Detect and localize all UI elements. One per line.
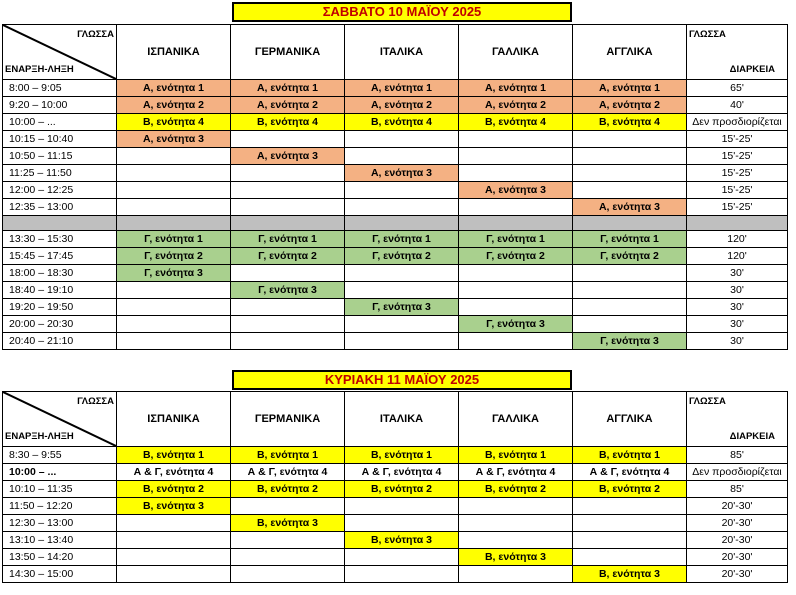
table-row [3, 199, 788, 216]
header-language-label: ΓΛΩΣΣΑ [689, 396, 726, 407]
exam-cell: Α, ενότητα 3 [231, 148, 345, 165]
exam-cell [117, 515, 231, 532]
exam-cell: Β, ενότητα 1 [345, 447, 459, 464]
exam-cell: Α, ενότητα 2 [459, 97, 573, 114]
exam-cell [573, 532, 687, 549]
table-row [3, 148, 788, 165]
table-row [3, 532, 788, 549]
exam-cell [573, 515, 687, 532]
exam-cell [459, 265, 573, 282]
exam-cell: Α & Γ, ενότητα 4 [117, 464, 231, 481]
exam-cell: Α & Γ, ενότητα 4 [231, 464, 345, 481]
exam-cell [573, 282, 687, 299]
separator-cell [231, 216, 345, 231]
exam-cell [573, 131, 687, 148]
exam-cell [345, 316, 459, 333]
exam-cell: Γ, ενότητα 1 [231, 231, 345, 248]
time-cell: 8:00 – 9:05 [3, 80, 117, 97]
exam-cell [231, 131, 345, 148]
header-duration-label: ΔΙΑΡΚΕΙΑ [729, 64, 775, 75]
header-start-end-label: ΕΝΑΡΞΗ-ΛΗΞΗ [5, 64, 74, 75]
time-cell: 12:30 – 13:00 [3, 515, 117, 532]
exam-cell [573, 148, 687, 165]
exam-cell: Γ, ενότητα 1 [117, 231, 231, 248]
table-row [3, 231, 788, 248]
exam-cell [231, 333, 345, 350]
exam-cell: Γ, ενότητα 2 [117, 248, 231, 265]
time-cell: 12:35 – 13:00 [3, 199, 117, 216]
exam-cell [117, 333, 231, 350]
break-separator-row [3, 216, 788, 231]
header-lang-2: ΙΤΑΛΙΚΑ [345, 25, 459, 80]
duration-cell: 15'-25' [687, 182, 788, 199]
exam-cell: Α, ενότητα 1 [117, 80, 231, 97]
exam-cell: Α, ενότητα 1 [231, 80, 345, 97]
table-row [3, 114, 788, 131]
time-cell: 11:25 – 11:50 [3, 165, 117, 182]
exam-cell [573, 299, 687, 316]
exam-cell: Β, ενότητα 1 [459, 447, 573, 464]
header-row [3, 25, 788, 80]
duration-cell: 30' [687, 265, 788, 282]
exam-cell: Α, ενότητα 1 [573, 80, 687, 97]
time-cell: 15:45 – 17:45 [3, 248, 117, 265]
duration-cell: 15'-25' [687, 165, 788, 182]
separator-cell [459, 216, 573, 231]
exam-cell: Α, ενότητα 3 [117, 131, 231, 148]
duration-cell: 15'-25' [687, 199, 788, 216]
exam-cell: Β, ενότητα 4 [117, 114, 231, 131]
exam-cell: Β, ενότητα 3 [459, 549, 573, 566]
table-row [3, 515, 788, 532]
header-lang-4: ΑΓΓΛΙΚΑ [573, 392, 687, 447]
time-cell: 10:15 – 10:40 [3, 131, 117, 148]
exam-cell: Γ, ενότητα 1 [573, 231, 687, 248]
header-language-label: ΓΛΩΣΣΑ [689, 29, 726, 40]
time-cell: 8:30 – 9:55 [3, 447, 117, 464]
schedule-table-saturday [2, 24, 788, 350]
exam-cell: Β, ενότητα 3 [345, 532, 459, 549]
separator-cell [345, 216, 459, 231]
time-cell: 19:20 – 19:50 [3, 299, 117, 316]
duration-cell: 120' [687, 248, 788, 265]
exam-cell [231, 182, 345, 199]
language-duration-header [687, 392, 788, 447]
header-language-label: ΓΛΩΣΣΑ [77, 396, 114, 407]
table-row [3, 333, 788, 350]
table-row [3, 447, 788, 464]
time-cell: 9:20 – 10:00 [3, 97, 117, 114]
time-cell: 10:00 – ... [3, 464, 117, 481]
exam-cell: Β, ενότητα 2 [459, 481, 573, 498]
separator-cell [687, 216, 788, 231]
duration-cell: 20'-30' [687, 515, 788, 532]
time-cell: 20:00 – 20:30 [3, 316, 117, 333]
time-cell: 14:30 – 15:00 [3, 566, 117, 583]
table-row [3, 97, 788, 114]
exam-cell: Γ, ενότητα 3 [345, 299, 459, 316]
time-cell: 13:50 – 14:20 [3, 549, 117, 566]
table-row [3, 80, 788, 97]
table-row [3, 481, 788, 498]
exam-cell: Α, ενότητα 3 [459, 182, 573, 199]
exam-cell [117, 532, 231, 549]
header-lang-2: ΙΤΑΛΙΚΑ [345, 392, 459, 447]
table-row [3, 316, 788, 333]
exam-cell [573, 182, 687, 199]
language-time-header [3, 392, 117, 447]
exam-cell [231, 199, 345, 216]
exam-cell: Α, ενότητα 3 [573, 199, 687, 216]
exam-cell: Β, ενότητα 1 [573, 447, 687, 464]
table-row [3, 265, 788, 282]
table-row [3, 131, 788, 148]
exam-cell: Γ, ενότητα 3 [459, 316, 573, 333]
exam-cell [459, 299, 573, 316]
header-language-label: ΓΛΩΣΣΑ [77, 29, 114, 40]
day-title-sunday: ΚΥΡΙΑΚΗ 11 ΜΑΪΟΥ 2025 [232, 370, 572, 390]
header-duration-label: ΔΙΑΡΚΕΙΑ [729, 431, 775, 442]
table-row [3, 182, 788, 199]
duration-cell: 30' [687, 282, 788, 299]
exam-cell [231, 165, 345, 182]
duration-cell: Δεν προσδιορίζεται [687, 464, 788, 481]
exam-cell: Α & Γ, ενότητα 4 [573, 464, 687, 481]
exam-cell [459, 333, 573, 350]
exam-cell: Α, ενότητα 1 [459, 80, 573, 97]
exam-cell [231, 265, 345, 282]
exam-cell [459, 498, 573, 515]
exam-cell: Α, ενότητα 3 [345, 165, 459, 182]
exam-cell [117, 282, 231, 299]
duration-cell: 15'-25' [687, 148, 788, 165]
exam-cell [573, 165, 687, 182]
header-lang-1: ΓΕΡΜΑΝΙΚΑ [231, 392, 345, 447]
time-cell: 12:00 – 12:25 [3, 182, 117, 199]
exam-cell [117, 316, 231, 333]
exam-cell [231, 316, 345, 333]
exam-cell [231, 549, 345, 566]
table-row [3, 566, 788, 583]
exam-cell: Α, ενότητα 2 [117, 97, 231, 114]
exam-cell [345, 199, 459, 216]
exam-cell [345, 265, 459, 282]
table-row [3, 549, 788, 566]
time-cell: 18:00 – 18:30 [3, 265, 117, 282]
exam-cell: Α & Γ, ενότητα 4 [345, 464, 459, 481]
exam-cell [345, 282, 459, 299]
exam-cell: Β, ενότητα 1 [117, 447, 231, 464]
exam-cell: Β, ενότητα 3 [117, 498, 231, 515]
table-row [3, 165, 788, 182]
exam-cell [117, 566, 231, 583]
exam-cell: Γ, ενότητα 2 [231, 248, 345, 265]
exam-cell [459, 566, 573, 583]
separator-cell [573, 216, 687, 231]
exam-cell [573, 265, 687, 282]
time-cell: 10:00 – ... [3, 114, 117, 131]
exam-cell [345, 182, 459, 199]
header-lang-4: ΑΓΓΛΙΚΑ [573, 25, 687, 80]
schedule-table-sunday [2, 391, 788, 583]
duration-cell: 20'-30' [687, 532, 788, 549]
exam-cell: Β, ενότητα 4 [231, 114, 345, 131]
time-cell: 10:50 – 11:15 [3, 148, 117, 165]
language-duration-header [687, 25, 788, 80]
exam-cell: Γ, ενότητα 2 [345, 248, 459, 265]
duration-cell: 20'-30' [687, 566, 788, 583]
exam-cell: Α, ενότητα 2 [573, 97, 687, 114]
exam-cell [345, 566, 459, 583]
exam-cell: Α & Γ, ενότητα 4 [459, 464, 573, 481]
time-cell: 13:10 – 13:40 [3, 532, 117, 549]
exam-cell: Γ, ενότητα 3 [231, 282, 345, 299]
header-lang-3: ΓΑΛΛΙΚΑ [459, 392, 573, 447]
exam-cell: Β, ενότητα 4 [345, 114, 459, 131]
header-row [3, 392, 788, 447]
time-cell: 11:50 – 12:20 [3, 498, 117, 515]
language-time-header [3, 25, 117, 80]
duration-cell: 30' [687, 333, 788, 350]
exam-cell: Β, ενότητα 4 [573, 114, 687, 131]
exam-cell [573, 316, 687, 333]
separator-cell [117, 216, 231, 231]
duration-cell: 30' [687, 299, 788, 316]
exam-cell [117, 199, 231, 216]
header-lang-0: ΙΣΠΑΝΙΚΑ [117, 25, 231, 80]
exam-cell [459, 515, 573, 532]
exam-cell: Β, ενότητα 3 [231, 515, 345, 532]
duration-cell: 85' [687, 481, 788, 498]
exam-cell [231, 566, 345, 583]
exam-cell: Β, ενότητα 4 [459, 114, 573, 131]
day-title-saturday: ΣΑΒΒΑΤΟ 10 ΜΑΪΟΥ 2025 [232, 2, 572, 22]
exam-cell [459, 282, 573, 299]
exam-cell [345, 148, 459, 165]
exam-cell [345, 515, 459, 532]
exam-cell [345, 498, 459, 515]
duration-cell: 120' [687, 231, 788, 248]
exam-cell: Β, ενότητα 2 [231, 481, 345, 498]
exam-cell [345, 131, 459, 148]
exam-cell: Γ, ενότητα 1 [459, 231, 573, 248]
exam-cell: Β, ενότητα 3 [573, 566, 687, 583]
time-cell: 13:30 – 15:30 [3, 231, 117, 248]
time-cell: 20:40 – 21:10 [3, 333, 117, 350]
header-lang-3: ΓΑΛΛΙΚΑ [459, 25, 573, 80]
separator-cell [3, 216, 117, 231]
duration-cell: 65' [687, 80, 788, 97]
exam-cell: Α, ενότητα 2 [345, 97, 459, 114]
table-row [3, 498, 788, 515]
exam-cell: Β, ενότητα 2 [573, 481, 687, 498]
exam-cell: Α, ενότητα 1 [345, 80, 459, 97]
exam-cell [459, 131, 573, 148]
table-row [3, 248, 788, 265]
exam-cell [345, 549, 459, 566]
header-lang-0: ΙΣΠΑΝΙΚΑ [117, 392, 231, 447]
header-start-end-label: ΕΝΑΡΞΗ-ΛΗΞΗ [5, 431, 74, 442]
duration-cell: 30' [687, 316, 788, 333]
exam-cell: Α, ενότητα 2 [231, 97, 345, 114]
exam-cell [231, 498, 345, 515]
exam-cell: Β, ενότητα 2 [345, 481, 459, 498]
time-cell: 18:40 – 19:10 [3, 282, 117, 299]
exam-cell: Γ, ενότητα 3 [117, 265, 231, 282]
exam-cell [117, 165, 231, 182]
exam-cell: Γ, ενότητα 3 [573, 333, 687, 350]
exam-cell [231, 532, 345, 549]
exam-cell: Γ, ενότητα 2 [459, 248, 573, 265]
header-lang-1: ΓΕΡΜΑΝΙΚΑ [231, 25, 345, 80]
duration-cell: Δεν προσδιορίζεται [687, 114, 788, 131]
exam-cell [459, 532, 573, 549]
duration-cell: 15'-25' [687, 131, 788, 148]
duration-cell: 20'-30' [687, 549, 788, 566]
table-row [3, 464, 788, 481]
table-row [3, 282, 788, 299]
time-cell: 10:10 – 11:35 [3, 481, 117, 498]
exam-cell [459, 165, 573, 182]
exam-cell [459, 199, 573, 216]
exam-cell [459, 148, 573, 165]
table-row [3, 299, 788, 316]
exam-cell [231, 299, 345, 316]
duration-cell: 40' [687, 97, 788, 114]
exam-cell [573, 549, 687, 566]
exam-cell [345, 333, 459, 350]
exam-cell [117, 299, 231, 316]
duration-cell: 85' [687, 447, 788, 464]
exam-cell [117, 148, 231, 165]
exam-cell [117, 549, 231, 566]
duration-cell: 20'-30' [687, 498, 788, 515]
exam-cell: Γ, ενότητα 1 [345, 231, 459, 248]
exam-cell [117, 182, 231, 199]
exam-cell: Γ, ενότητα 2 [573, 248, 687, 265]
exam-cell [573, 498, 687, 515]
exam-cell: Β, ενότητα 2 [117, 481, 231, 498]
exam-cell: Β, ενότητα 1 [231, 447, 345, 464]
